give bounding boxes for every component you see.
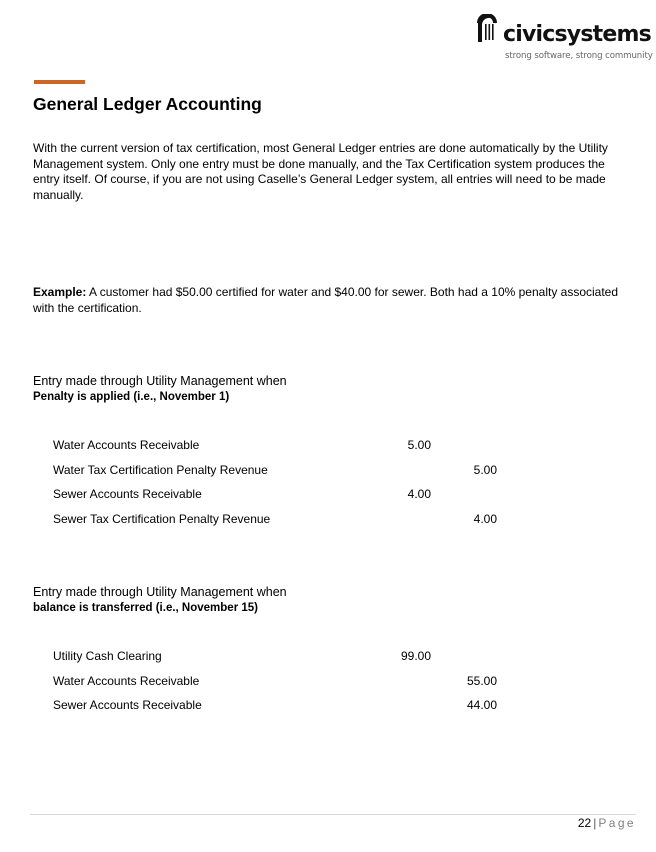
civicsystems-logo	[476, 14, 653, 64]
credit-amount: 5.00	[473, 462, 497, 477]
account-name: Sewer Tax Certification Penalty Revenue	[53, 511, 271, 526]
intro-paragraph: With the current version of tax certification, most General Ledger entries are done automatically by the Utility Management system. Only one entry must be done manually, and the Tax Certification system produces the entry itself. Of course, if you are not using Caselle’s General Ledger system, all entries will need to be made manually.	[33, 141, 608, 202]
page-number	[578, 816, 636, 830]
ledger-row	[53, 438, 503, 463]
entry-subheading: balance is transferred (i.e., November 15)	[33, 602, 258, 614]
logo-wordmark: civicsystems	[503, 22, 651, 47]
example-text: A customer had $50.00 certified for water and $40.00 for sewer. Both had a 10% penalty associated with the certification.	[33, 285, 619, 315]
credit-amount: 44.00	[466, 698, 497, 712]
account-name: Water Accounts Receivable	[53, 438, 200, 452]
entry-heading-transfer	[33, 584, 287, 616]
example-label: Example:	[33, 285, 87, 299]
debit-amount: 4.00	[407, 487, 431, 501]
account-name: Water Tax Certification Penalty Revenue	[53, 462, 268, 477]
account-name: Sewer Accounts Receivable	[53, 698, 202, 712]
credit-amount: 55.00	[466, 673, 497, 688]
logo-tagline: strong software, strong community	[505, 51, 653, 61]
footer-divider	[30, 814, 636, 815]
ledger-row	[53, 649, 503, 674]
credit-amount: 4.00	[473, 511, 497, 526]
account-name: Utility Cash Clearing	[53, 649, 162, 663]
example-paragraph	[33, 285, 633, 316]
accent-bar	[34, 80, 85, 84]
entry-heading-text: Entry made through Utility Management when	[33, 585, 287, 599]
ledger-entry-penalty	[53, 438, 503, 536]
debit-amount: 5.00	[407, 438, 431, 452]
civic-columns-icon	[476, 14, 498, 42]
ledger-entry-transfer	[53, 649, 503, 723]
account-name: Sewer Accounts Receivable	[53, 487, 202, 501]
ledger-row	[53, 463, 503, 488]
ledger-row	[53, 698, 503, 723]
ledger-row	[53, 487, 503, 512]
page-title: General Ledger Accounting	[33, 94, 262, 114]
ledger-row	[53, 674, 503, 699]
entry-subheading: Penalty is applied (i.e., November 1)	[33, 391, 230, 403]
ledger-row	[53, 512, 503, 537]
entry-heading-penalty	[33, 373, 287, 405]
page-separator: |	[593, 816, 597, 830]
page-number-value: 22	[577, 816, 592, 830]
account-name: Water Accounts Receivable	[53, 673, 200, 688]
page-word: Page	[598, 816, 636, 830]
debit-amount: 99.00	[400, 649, 431, 663]
entry-heading-text: Entry made through Utility Management when	[33, 374, 287, 388]
